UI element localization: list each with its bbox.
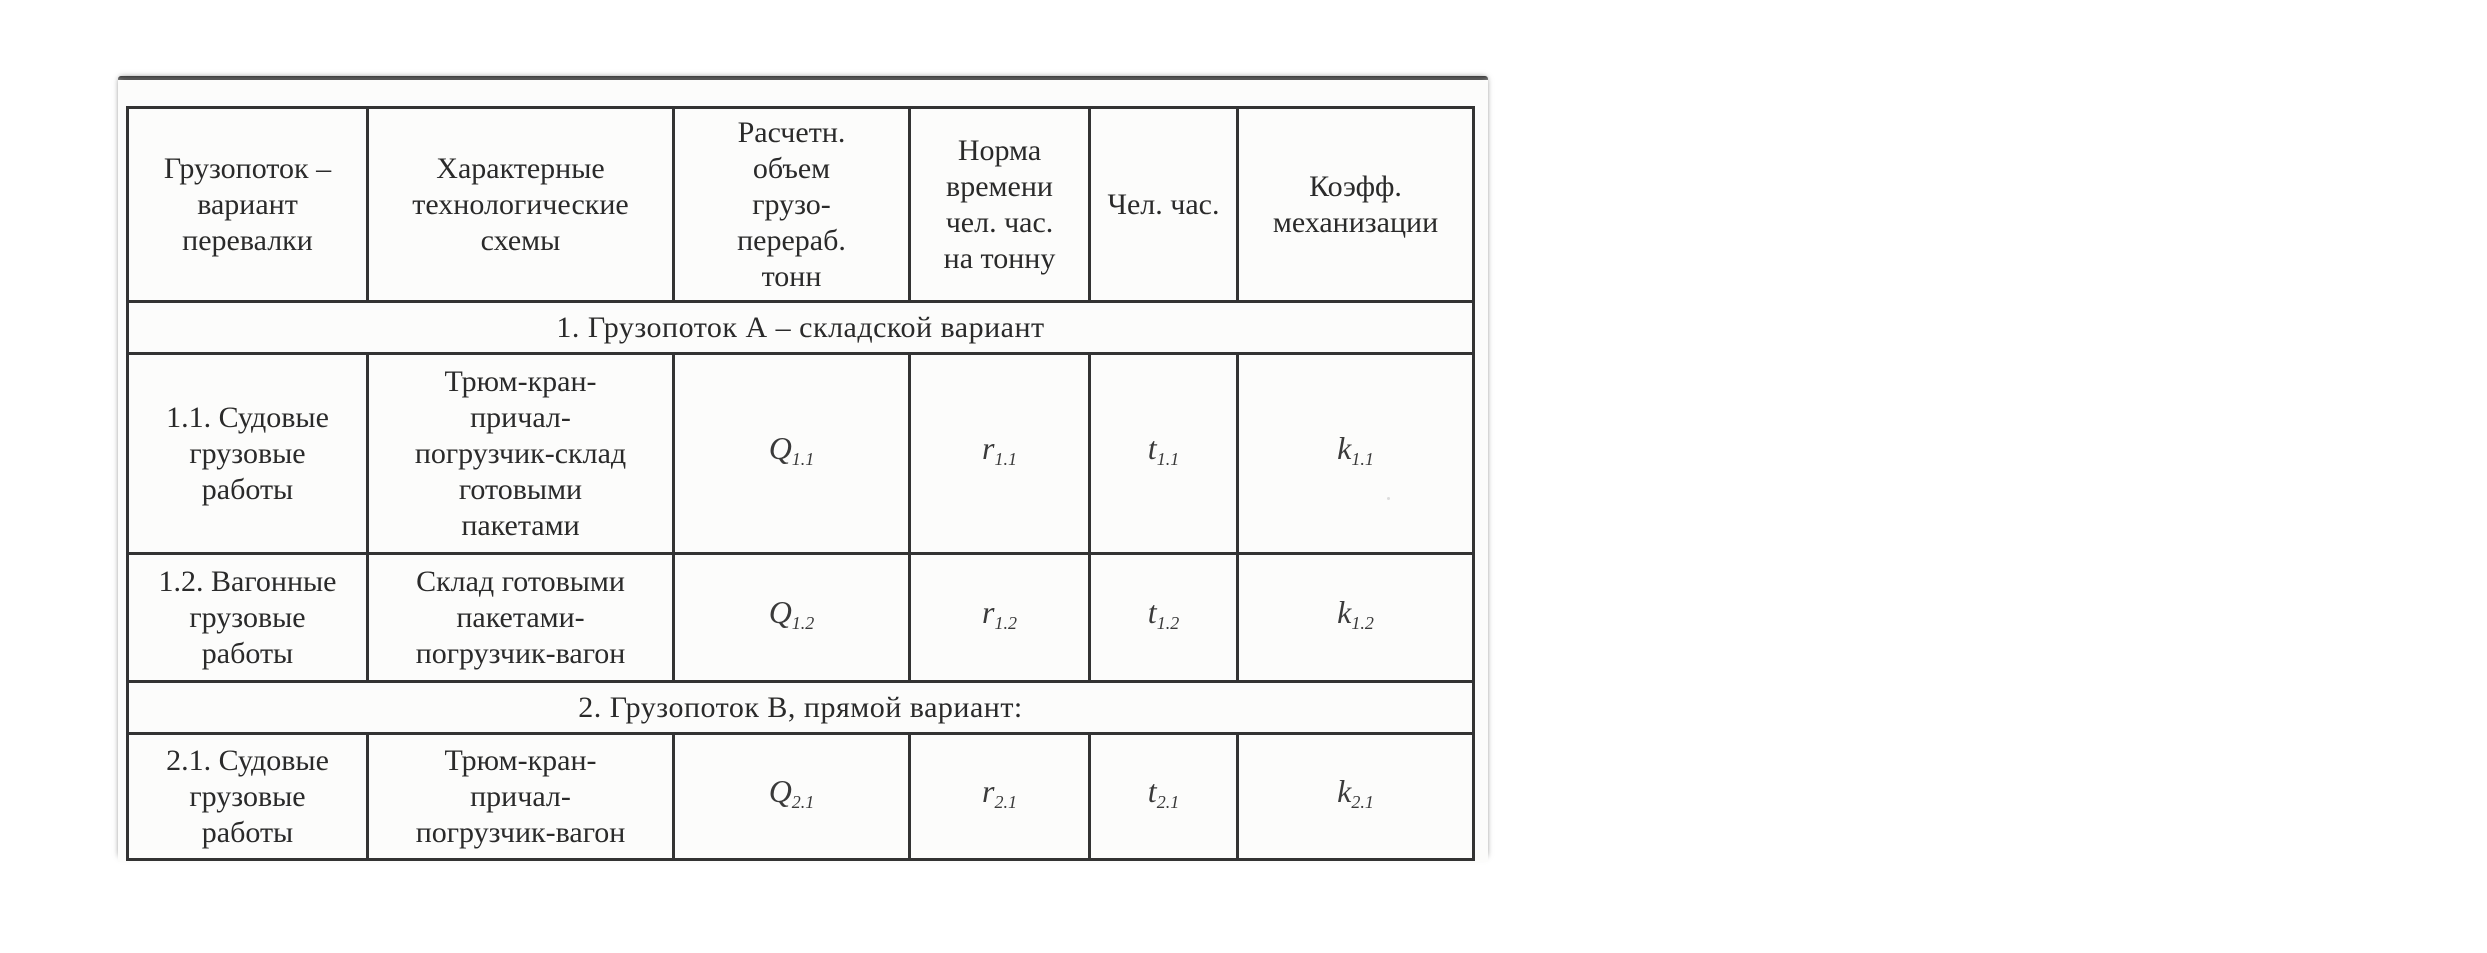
norm-symbol: r (982, 773, 995, 809)
coeff-subscript: 1.2 (1351, 613, 1374, 633)
volume-subscript: 2.1 (791, 792, 815, 812)
section-row (128, 302, 1474, 354)
row-volume (674, 734, 910, 860)
row-name-text: 1.2. Вагонные грузовые работы (158, 564, 337, 670)
volume-symbol: Q (768, 594, 792, 630)
volume-subscript: 1.1 (791, 449, 815, 469)
volume-symbol: Q (768, 430, 792, 466)
coeff-subscript: 1.1 (1351, 449, 1374, 469)
norm-subscript: 2.1 (994, 792, 1017, 812)
row-scheme: Склад готовыми пакетами- погрузчик-вагон (368, 554, 674, 682)
section-row (128, 682, 1474, 734)
hours-symbol: t (1147, 773, 1157, 809)
row-time-norm (910, 734, 1090, 860)
header-man-hours: Чел. час. (1090, 108, 1238, 302)
row-scheme: Трюм-кран- причал- погрузчик-склад готовыми пакетами (368, 354, 674, 554)
coeff-symbol: k (1337, 430, 1352, 466)
row-name (128, 554, 368, 682)
norm-subscript: 1.1 (994, 449, 1017, 469)
row-time-norm (910, 554, 1090, 682)
hours-symbol: t (1147, 430, 1157, 466)
coeff-subscript: 2.1 (1351, 792, 1374, 812)
norm-symbol: r (982, 594, 995, 630)
hours-subscript: 1.1 (1156, 449, 1180, 469)
coeff-symbol: k (1337, 773, 1352, 809)
row-name (128, 734, 368, 860)
table-row (128, 354, 1474, 554)
row-mechanization (1238, 734, 1474, 860)
cargo-flow-table (126, 106, 1475, 861)
row-man-hours (1090, 734, 1238, 860)
header-mechanization-coeff: Коэфф. механизации (1238, 108, 1474, 302)
table-row (128, 554, 1474, 682)
hours-subscript: 1.2 (1156, 613, 1180, 633)
section-title: 1. Грузопоток А – складской вариант (128, 302, 1474, 354)
row-scheme: Трюм-кран- причал- погрузчик-вагон (368, 734, 674, 860)
row-name-text: 1.1. Судовые грузовые работы (166, 400, 329, 506)
norm-symbol: r (982, 430, 995, 466)
row-name-text: 2.1. Судовые грузовые работы (166, 743, 329, 849)
section-title: 2. Грузопоток В, прямой вариант: (128, 682, 1474, 734)
table-row (128, 734, 1474, 860)
header-cargo-flow: Грузопоток – вариант перевалки (128, 108, 368, 302)
norm-subscript: 1.2 (994, 613, 1017, 633)
volume-symbol: Q (768, 773, 792, 809)
row-man-hours (1090, 354, 1238, 554)
row-time-norm (910, 354, 1090, 554)
volume-subscript: 1.2 (791, 613, 815, 633)
coeff-symbol: k (1337, 594, 1352, 630)
header-time-norm: Норма времени чел. час. на тонну (910, 108, 1090, 302)
header-tech-schemes: Характерные технологические схемы (368, 108, 674, 302)
hours-subscript: 2.1 (1156, 792, 1180, 812)
row-volume (674, 554, 910, 682)
row-mechanization (1238, 554, 1474, 682)
row-man-hours (1090, 554, 1238, 682)
header-row (128, 108, 1474, 302)
row-name (128, 354, 368, 554)
row-mechanization (1238, 354, 1474, 554)
row-volume (674, 354, 910, 554)
hours-symbol: t (1147, 594, 1157, 630)
header-volume: Расчетн. объем грузо- перераб. тонн (674, 108, 910, 302)
